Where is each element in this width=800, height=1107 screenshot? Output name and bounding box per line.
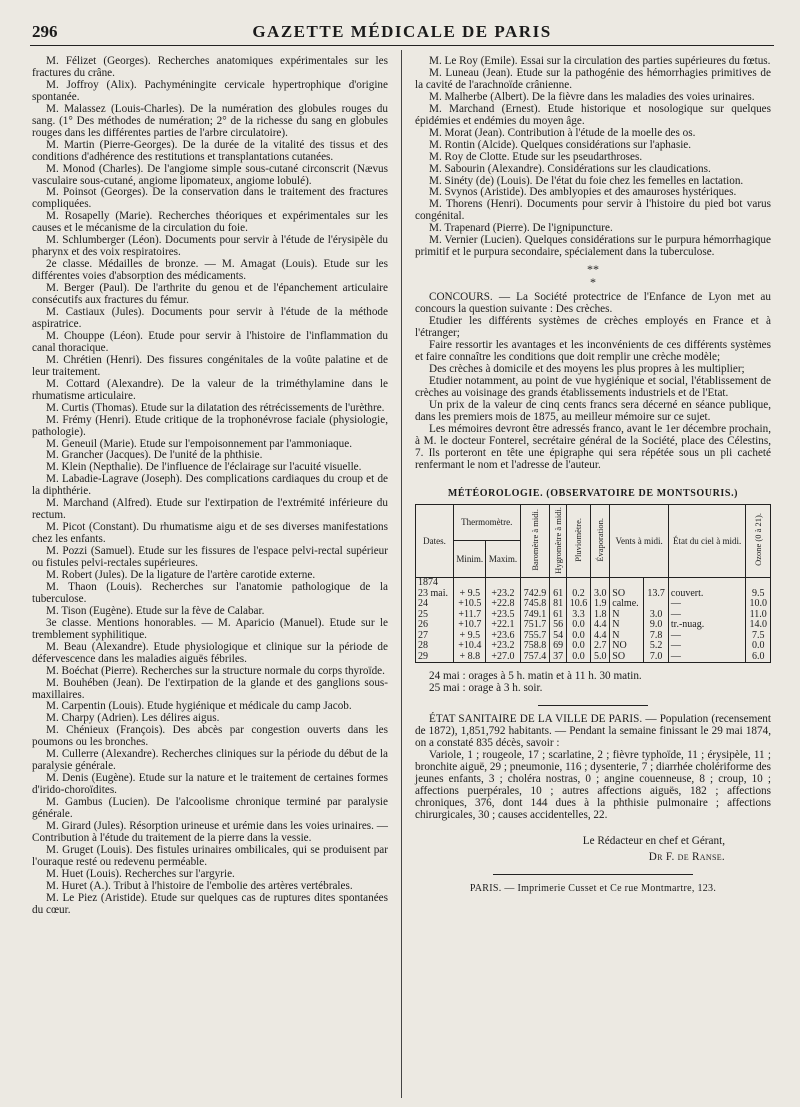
meteo-cell-etat: —	[668, 631, 746, 642]
meteo-cell-max: +23.6	[486, 631, 520, 642]
meteo-cell-evap: 2.7	[591, 641, 610, 652]
thesis-entry: M. Denis (Eugène). Etude sur la nature et le traitement de certaines formes d'irido-choroïdites.	[32, 772, 388, 797]
meteo-cell-min: +10.4	[454, 641, 486, 652]
thesis-entry: M. Charpy (Adrien). Les délires aigus.	[46, 712, 220, 725]
thesis-entry: M. Rontin (Alcide). Quelques considérations sur l'aphasie.	[429, 138, 692, 151]
col-barometre: Baromètre à midi.	[520, 504, 550, 578]
meteo-cell-hygro: 69	[550, 641, 566, 652]
meteo-cell-baro: 742.9	[520, 589, 550, 600]
thesis-entry: M. Gruget (Louis). Des fistules urinaires ombilicales, qui se produisent par l'ouraque resté ou redevenu perméable.	[32, 843, 388, 868]
meteo-cell-max: +23.2	[486, 589, 520, 600]
meteo-cell-date: 25	[416, 610, 454, 621]
meteo-cell-etat: —	[668, 610, 746, 621]
thesis-entry: M. Le Piez (Aristide). Etude sur quelques cas de ruptures dites spontanées du cœur.	[32, 891, 388, 916]
col-maxim: Maxim.	[486, 541, 520, 578]
meteo-cell-baro: 751.7	[520, 620, 550, 631]
meteo-cell-pluie: 3.3	[566, 610, 590, 621]
meteo-cell-min: + 8.8	[454, 652, 486, 663]
concours-paragraph: Des crèches à domicile et des moyens les plus propres à les multiplier;	[429, 362, 745, 375]
thesis-entry: M. Marchand (Ernest). Etude historique et nosologique sur quelques épidémies et endémies du moyen âge.	[415, 102, 771, 127]
meteo-cell-max: +23.2	[486, 641, 520, 652]
meteo-cell-date: 27	[416, 631, 454, 642]
concours-section	[415, 292, 771, 471]
journal-title: GAZETTE MÉDICALE DE PARIS	[252, 22, 552, 41]
meteo-cell-date: 24	[416, 599, 454, 610]
etat-sanitaire-section	[415, 714, 771, 822]
thesis-entry: M. Svynos (Aristide). Des amblyopies et des amauroses hystériques.	[429, 186, 737, 199]
meteo-note: 24 mai : orages à 5 h. matin et à 11 h. 30 matin.	[429, 670, 642, 683]
meteo-cell-force: 3.0	[644, 610, 668, 621]
meteo-cell-pluie: 0.0	[566, 620, 590, 631]
meteo-cell-evap: 4.4	[591, 620, 610, 631]
concours-paragraph: Faire ressortir les avantages et les inconvénients de ces différents systèmes et faire connaître les conditions que doit remplir une crèche modèle;	[415, 339, 771, 363]
footer-rule	[493, 874, 693, 875]
meteo-note: 25 mai : orage à 3 h. soir.	[429, 682, 543, 695]
meteo-cell-pluie: 0.0	[566, 641, 590, 652]
concours-paragraph: Etudier les différents systèmes de crèches employés en France et à l'étranger;	[415, 315, 771, 340]
meteo-cell-ozone: 11.0	[746, 610, 771, 621]
thesis-entry: M. Geneuil (Marie). Etude sur l'empoisonnement par l'ammoniaque.	[46, 437, 353, 450]
meteo-cell-date: 23 mai.	[416, 589, 454, 600]
meteo-cell-max: +22.1	[486, 620, 520, 631]
meteo-cell-baro: 749.1	[520, 610, 550, 621]
year-cell: 1874	[416, 578, 454, 589]
meteo-cell-ozone: 10.0	[746, 599, 771, 610]
concours-paragraph: CONCOURS. — La Société protectrice de l'Enfance de Lyon met au concours la question suivante : Des crèches.	[415, 291, 771, 316]
thesis-entry: M. Joffroy (Alix). Pachyméningite cervicale hypertrophique d'origine spontanée.	[32, 78, 388, 103]
signature-title: Le Rédacteur en chef et Gérant,	[582, 834, 725, 847]
meteo-cell-force: 7.0	[644, 652, 668, 663]
meteo-cell-date: 28	[416, 641, 454, 652]
thesis-entry: M. Picot (Constant). Du rhumatisme aigu et de ses diverses manifestations chez les enfants.	[32, 521, 388, 546]
meteo-row	[416, 652, 771, 663]
thesis-entry: M. Chrétien (Henri). Des fissures congénitales de la voûte palatine et de leur traitement.	[32, 353, 388, 378]
meteo-cell-ozone: 9.5	[746, 589, 771, 600]
meteo-cell-etat: —	[668, 652, 746, 663]
meteo-cell-ozone: 6.0	[746, 652, 771, 663]
meteorology-table	[415, 504, 771, 664]
header-rule	[30, 45, 774, 46]
thesis-entry: M. Chénieux (François). Des abcès par congestion ouverts dans les poumons ou les bronches.	[32, 724, 388, 749]
thesis-entry: M. Robert (Jules). De la ligature de l'artère carotide externe.	[46, 568, 316, 581]
meteo-cell-pluie: 0.0	[566, 652, 590, 663]
meteo-cell-force: 5.2	[644, 641, 668, 652]
meteo-cell-date: 29	[416, 652, 454, 663]
meteo-cell-evap: 3.0	[591, 589, 610, 600]
col-etat: État du ciel à midi.	[668, 504, 746, 578]
thesis-entry: M. Malassez (Louis-Charles). De la numération des globules rouges du sang. (1° Des méthodes de numération; 2° de la richesse du sang en globules rouges dans les différentes parties de l'arbre circulatoire).	[32, 102, 388, 139]
meteo-cell-vent: calme.	[610, 599, 644, 610]
thesis-entry: M. Trapenard (Pierre). De l'ignipuncture.	[429, 222, 613, 235]
meteo-cell-max: +22.8	[486, 599, 520, 610]
section-rule	[538, 705, 648, 706]
meteo-cell-baro: 758.8	[520, 641, 550, 652]
meteo-cell-evap: 4.4	[591, 631, 610, 642]
col-pluviometre: Pluviomètre.	[566, 504, 590, 578]
thesis-entry: M. Pozzi (Samuel). Etude sur les fissures de l'espace pelvi-rectal supérieur ou fistules pelvi-rectales supérieures.	[32, 545, 388, 570]
thesis-entry: M. Tison (Eugène). Etude sur la fève de Calabar.	[46, 604, 265, 617]
sanitaire-paragraph: Variole, 1 ; rougeole, 17 ; scarlatine, 2 ; fièvre typhoïde, 11 ; érysipèle, 11 ; bronchite aiguë, 29 ; pneumonie, 116 ; dysenterie, 7 ; diarrhée cholériforme des jeunes enfants, 3 ; choléra nostras, 0 ; angine couenneuse, 8 ; croup, 10 ; affections puerpérales, 10 ; autres affections aiguës, 182 ; affections chroniques, 376, dont 144 dues à la phthisie pulmonaire ; affections chirurgicales, 30 ; causes accidentelles, 22.	[415, 749, 771, 821]
thesis-entry: M. Labadie-Lagrave (Joseph). Des complications cardiaques du croup et de la diphthérie.	[32, 473, 388, 498]
concours-paragraph: Etudier notamment, au point de vue hygiénique et social, l'établissement de crèches au voisinage des grands établissements industriels et de l'Etat.	[415, 374, 771, 399]
thesis-entry: M. Grancher (Jacques). De l'unité de la phthisie.	[46, 449, 263, 462]
thesis-entry: M. Monod (Charles). De l'angiome simple sous-cutané circonscrit (Nævus vasculaire sous-cutané, angiome lipomateux, angiome lobulé).	[32, 162, 388, 187]
thesis-entry: M. Malherbe (Albert). De la fièvre dans les maladies des voies urinaires.	[429, 90, 755, 103]
col-thermometre: Thermomètre.	[454, 504, 520, 541]
meteo-cell-min: +11.7	[454, 610, 486, 621]
meteo-cell-hygro: 61	[550, 589, 566, 600]
meteo-cell-ozone: 7.5	[746, 631, 771, 642]
thesis-entry: M. Poinsot (Georges). De la conservation dans le traitement des fractures compliquées.	[32, 186, 388, 211]
imprint-line: PARIS. — Imprimerie Cusset et Ce rue Montmartre, 123.	[469, 882, 717, 894]
page-header	[32, 22, 772, 42]
sanitaire-paragraph: ÉTAT SANITAIRE DE LA VILLE DE PARIS. — Population (recensement de 1872), 1,851,792 habitants. — Pendant la semaine finissant le 29 mai 1874, on a constaté 835 décès, savoir :	[415, 713, 771, 750]
col-minim: Minim.	[454, 541, 486, 578]
meteo-cell-etat: couvert.	[668, 589, 746, 600]
thesis-entry: M. Huret (A.). Tribut à l'histoire de l'embolie des artères vertébrales.	[46, 879, 353, 892]
meteo-cell-force: 9.0	[644, 620, 668, 631]
meteo-cell-ozone: 0.0	[746, 641, 771, 652]
meteo-cell-baro: 757.4	[520, 652, 550, 663]
meteo-cell-ozone: 14.0	[746, 620, 771, 631]
meteo-cell-min: +10.7	[454, 620, 486, 631]
meteo-cell-baro: 755.7	[520, 631, 550, 642]
meteo-cell-vent: N	[610, 631, 644, 642]
meteo-cell-evap: 1.9	[591, 599, 610, 610]
meteorology-title: MÉTÉOROLOGIE. (OBSERVATOIRE DE MONTSOURIS.)	[447, 487, 739, 499]
left-column	[32, 56, 388, 917]
meteo-cell-evap: 1.8	[591, 610, 610, 621]
meteo-cell-etat: tr.-nuag.	[668, 620, 746, 631]
meteo-cell-hygro: 61	[550, 610, 566, 621]
col-dates: Dates.	[416, 504, 454, 578]
thesis-entry: M. Klein (Nepthalie). De l'influence de l'éclairage sur l'acuité visuelle.	[46, 461, 362, 474]
thesis-entry: 3e classe. Mentions honorables. — M. Aparicio (Manuel). Etude sur le tremblement syphilitique.	[32, 616, 388, 641]
meteo-cell-min: + 9.5	[454, 589, 486, 600]
thesis-entry: M. Morat (Jean). Contribution à l'étude de la moelle des os.	[429, 126, 696, 139]
meteo-cell-force: 7.8	[644, 631, 668, 642]
thesis-entry: 2e classe. Médailles de bronze. — M. Amagat (Louis). Etude sur les différentes voies d'absorption des médicaments.	[32, 258, 388, 283]
thesis-entry: M. Cottard (Alexandre). De la valeur de la triméthylamine dans le rhumatisme articulaire.	[32, 377, 388, 402]
thesis-entry: M. Curtis (Thomas). Etude sur la dilatation des rétrécissements de l'urèthre.	[46, 401, 385, 414]
meteo-cell-pluie: 0.2	[566, 589, 590, 600]
meteo-cell-vent: SO	[610, 589, 644, 600]
concours-paragraph: Les mémoires devront être adressés franco, avant le 1er décembre prochain, à M. le docteur Fonterel, secrétaire général de la Société, place des Célestins, 7. Ils porteront en tête une épigraphe qui sera répétée sous un pli cacheté renfermant le nom et l'adresse de l'auteur.	[415, 422, 771, 471]
thesis-entry: M. Le Roy (Emile). Essai sur la circulation des parties supérieures du fœtus.	[429, 55, 771, 67]
signature-block	[415, 836, 771, 864]
thesis-entry: M. Schlumberger (Léon). Documents pour servir à l'étude de l'érysipèle du pharynx et des voix respiratoires.	[32, 234, 388, 259]
meteo-cell-min: +10.5	[454, 599, 486, 610]
col-hygrometre: Hygromètre à midi.	[550, 504, 566, 578]
meteo-cell-hygro: 81	[550, 599, 566, 610]
meteo-cell-hygro: 54	[550, 631, 566, 642]
thesis-entry: M. Luneau (Jean). Etude sur la pathogénie des hémorrhagies primitives de la cavité de l'arachnoïde crânienne.	[415, 66, 771, 91]
thesis-entry: M. Boéchat (Pierre). Recherches sur la structure normale du corps thyroïde.	[46, 664, 385, 677]
right-column	[415, 56, 771, 895]
meteo-cell-pluie: 0.0	[566, 631, 590, 642]
column-divider	[401, 50, 402, 1098]
thesis-entry: M. Thorens (Henri). Documents pour servir à l'histoire du pied bot varus congénital.	[415, 198, 771, 223]
thesis-entry: M. Thaon (Louis). Recherches sur l'anatomie pathologique de la tuberculose.	[32, 580, 388, 605]
thesis-entry: M. Beau (Alexandre). Etude physiologique et clinique sur la période de défervescence dans les maladies aiguës fébriles.	[32, 640, 388, 665]
signature-name: Dr F. de Ranse.	[648, 850, 725, 863]
thesis-list	[32, 56, 388, 917]
col-ozone: Ozone (0 à 21).	[746, 504, 771, 578]
meteorology-notes	[415, 671, 771, 695]
meteo-cell-pluie: 10.6	[566, 599, 590, 610]
meteo-cell-min: + 9.5	[454, 631, 486, 642]
meteo-cell-date: 26	[416, 620, 454, 631]
thesis-entry: M. Sabourin (Alexandre). Considérations sur les claudications.	[429, 162, 711, 175]
meteo-cell-max: +27.0	[486, 652, 520, 663]
thesis-entry: M. Chouppe (Léon). Etude pour servir à l'histoire de l'inflammation du canal thoracique.	[32, 329, 388, 354]
meteo-cell-baro: 745.8	[520, 599, 550, 610]
meteo-cell-hygro: 56	[550, 620, 566, 631]
thesis-entry: M. Castiaux (Jules). Documents pour servir à l'étude de la méthode aspiratrice.	[32, 306, 388, 330]
thesis-list-continued	[415, 56, 771, 259]
thesis-entry: M. Martin (Pierre-Georges). De la durée de la vitalité des tissus et des conditions d'adhérence des restitutions et transplantations cutanées.	[32, 138, 388, 163]
col-evaporation: Évaporation.	[591, 504, 610, 578]
thesis-entry: M. Huet (Louis). Recherches sur l'argyrie.	[46, 867, 235, 880]
meteo-cell-vent: N	[610, 620, 644, 631]
meteorology-section	[415, 488, 771, 696]
meteo-cell-vent: N	[610, 610, 644, 621]
thesis-entry: M. Roy de Clotte. Etude sur les pseudarthroses.	[429, 150, 643, 163]
thesis-entry: M. Sinéty (de) (Louis). De l'état du foie chez les femelles en lactation.	[429, 174, 744, 187]
page-number: 296	[32, 22, 58, 41]
thesis-entry: M. Vernier (Lucien). Quelques considérations sur le purpura hémorrhagique primitif et le purpura secondaire, spécialement dans la tuberculose.	[415, 234, 771, 259]
meteo-cell-vent: SO	[610, 652, 644, 663]
meteo-cell-force: 13.7	[644, 589, 668, 600]
thesis-entry: M. Félizet (Georges). Recherches anatomiques expérimentales sur les fractures du crâne.	[32, 55, 388, 79]
meteo-cell-etat: —	[668, 599, 746, 610]
thesis-entry: M. Berger (Paul). De l'arthrite du genou et de l'épanchement articulaire consécutifs aux fractures du fémur.	[32, 282, 388, 307]
thesis-entry: M. Carpentin (Louis). Etude hygiénique et médicale du camp Jacob.	[46, 700, 352, 713]
meteo-cell-vent: NO	[610, 641, 644, 652]
section-separator-stars: ** *	[587, 262, 599, 290]
meteo-cell-max: +23.5	[486, 610, 520, 621]
thesis-entry: M. Cullerre (Alexandre). Recherches cliniques sur la période du début de la paralysie générale.	[32, 748, 388, 773]
thesis-entry: M. Rosapelly (Marie). Recherches théoriques et expérimentales sur les causes et le mécanisme de la circulation du foie.	[32, 210, 388, 235]
meteo-cell-etat: —	[668, 641, 746, 652]
thesis-entry: M. Frémy (Henri). Etude critique de la trophonévrose faciale (physiologie, pathologie).	[32, 413, 388, 438]
thesis-entry: M. Girard (Jules). Résorption urineuse et urémie dans les voies urinaires. — Contribution à l'étude du traitement de la pierre dans la vessie.	[32, 820, 388, 844]
thesis-entry: M. Marchand (Alfred). Etude sur l'extirpation de l'extrémité inférieure du rectum.	[32, 497, 388, 522]
thesis-entry: M. Gambus (Lucien). De l'alcoolisme chronique terminé par paralysie générale.	[32, 796, 388, 821]
meteo-cell-hygro: 37	[550, 652, 566, 663]
thesis-entry: M. Bouhében (Jean). De l'extirpation de la glande et des ganglions sous-maxillaires.	[32, 676, 388, 701]
col-vents: Vents à midi.	[610, 504, 669, 578]
concours-paragraph: Un prix de la valeur de cinq cents francs sera décerné en séance publique, dans les premiers mois de 1875, au meilleur mémoire sur ce sujet.	[415, 398, 771, 423]
meteo-cell-evap: 5.0	[591, 652, 610, 663]
